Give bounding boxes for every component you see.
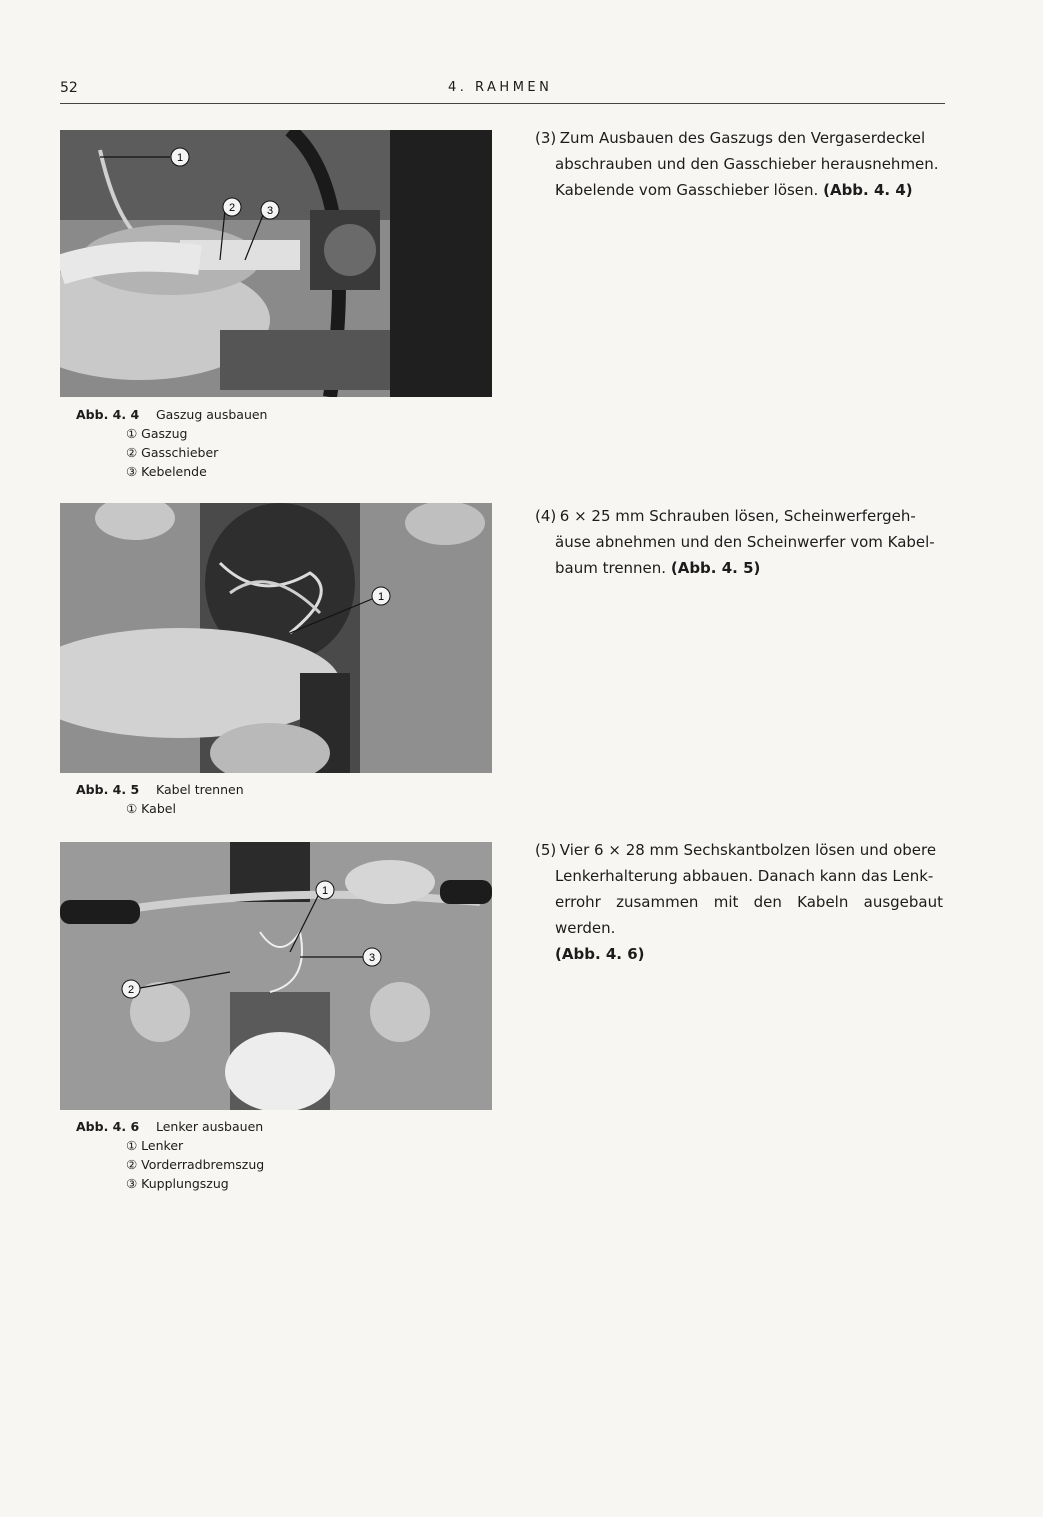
callout-2: 2 bbox=[127, 984, 135, 996]
header-rule bbox=[60, 103, 945, 104]
callout-1: 1 bbox=[321, 885, 329, 897]
callout-2: 2 bbox=[228, 202, 236, 214]
figure-reference: (Abb. 4. 6) bbox=[555, 945, 645, 963]
callout-3: 3 bbox=[266, 205, 274, 217]
figure-label: Abb. 4. 4 bbox=[76, 407, 140, 422]
legend-item: ② Gasschieber bbox=[126, 445, 219, 460]
legend-item: ① Lenker bbox=[126, 1138, 184, 1153]
figure-4-6-photo bbox=[60, 842, 492, 1110]
figure-reference: (Abb. 4. 5) bbox=[670, 559, 761, 577]
step-3-paragraph bbox=[535, 125, 943, 203]
legend-item: ① Kabel bbox=[126, 801, 176, 816]
step-5-paragraph bbox=[535, 837, 943, 967]
legend-item: ③ Kupplungszug bbox=[126, 1176, 229, 1191]
figure-title: Lenker ausbauen bbox=[156, 1119, 264, 1134]
step-text: Lenkerhalterung abbauen. Danach kann das Lenk- bbox=[555, 867, 934, 885]
figure-4-4-photo bbox=[60, 130, 492, 397]
figure-reference: (Abb. 4. 4) bbox=[823, 181, 913, 199]
chapter-heading: 4. RAHMEN bbox=[448, 80, 553, 95]
step-text: Zum Ausbauen des Gaszugs den Vergaserdeckel bbox=[559, 129, 926, 147]
legend-item: ③ Kebelende bbox=[126, 464, 207, 479]
step-number: (5) bbox=[535, 841, 557, 859]
step-text: 6 × 25 mm Schrauben lösen, Scheinwerfergeh- bbox=[559, 507, 916, 525]
figure-label: Abb. 4. 6 bbox=[76, 1119, 140, 1134]
legend-item: ② Vorderradbremszug bbox=[126, 1157, 265, 1172]
figure-4-5-photo bbox=[60, 503, 492, 773]
figure-title: Kabel trennen bbox=[156, 782, 244, 797]
callout-1: 1 bbox=[176, 152, 184, 164]
step-text: Vier 6 × 28 mm Sechskantbolzen lösen und obere bbox=[559, 841, 937, 859]
step-text: abschrauben und den Gasschieber herausnehmen. bbox=[555, 155, 939, 173]
figure-4-5-caption bbox=[76, 780, 244, 818]
callout-1: 1 bbox=[377, 591, 385, 603]
legend-item: ① Gaszug bbox=[126, 426, 188, 441]
step-text: baum trennen. bbox=[555, 559, 667, 577]
figure-4-6-caption bbox=[76, 1117, 264, 1193]
page-number: 52 bbox=[60, 80, 78, 96]
step-text: errohr zusammen mit den Kabeln ausgebaut werden. bbox=[555, 893, 943, 937]
step-number: (4) bbox=[535, 507, 557, 525]
step-number: (3) bbox=[535, 129, 557, 147]
figure-label: Abb. 4. 5 bbox=[76, 782, 140, 797]
callout-3: 3 bbox=[368, 952, 376, 964]
step-4-paragraph bbox=[535, 503, 943, 581]
figure-4-4-caption bbox=[76, 405, 267, 481]
figure-title: Gaszug ausbauen bbox=[156, 407, 268, 422]
step-text: äuse abnehmen und den Scheinwerfer vom Kabel- bbox=[555, 533, 935, 551]
step-text: Kabelende vom Gasschieber lösen. bbox=[555, 181, 819, 199]
